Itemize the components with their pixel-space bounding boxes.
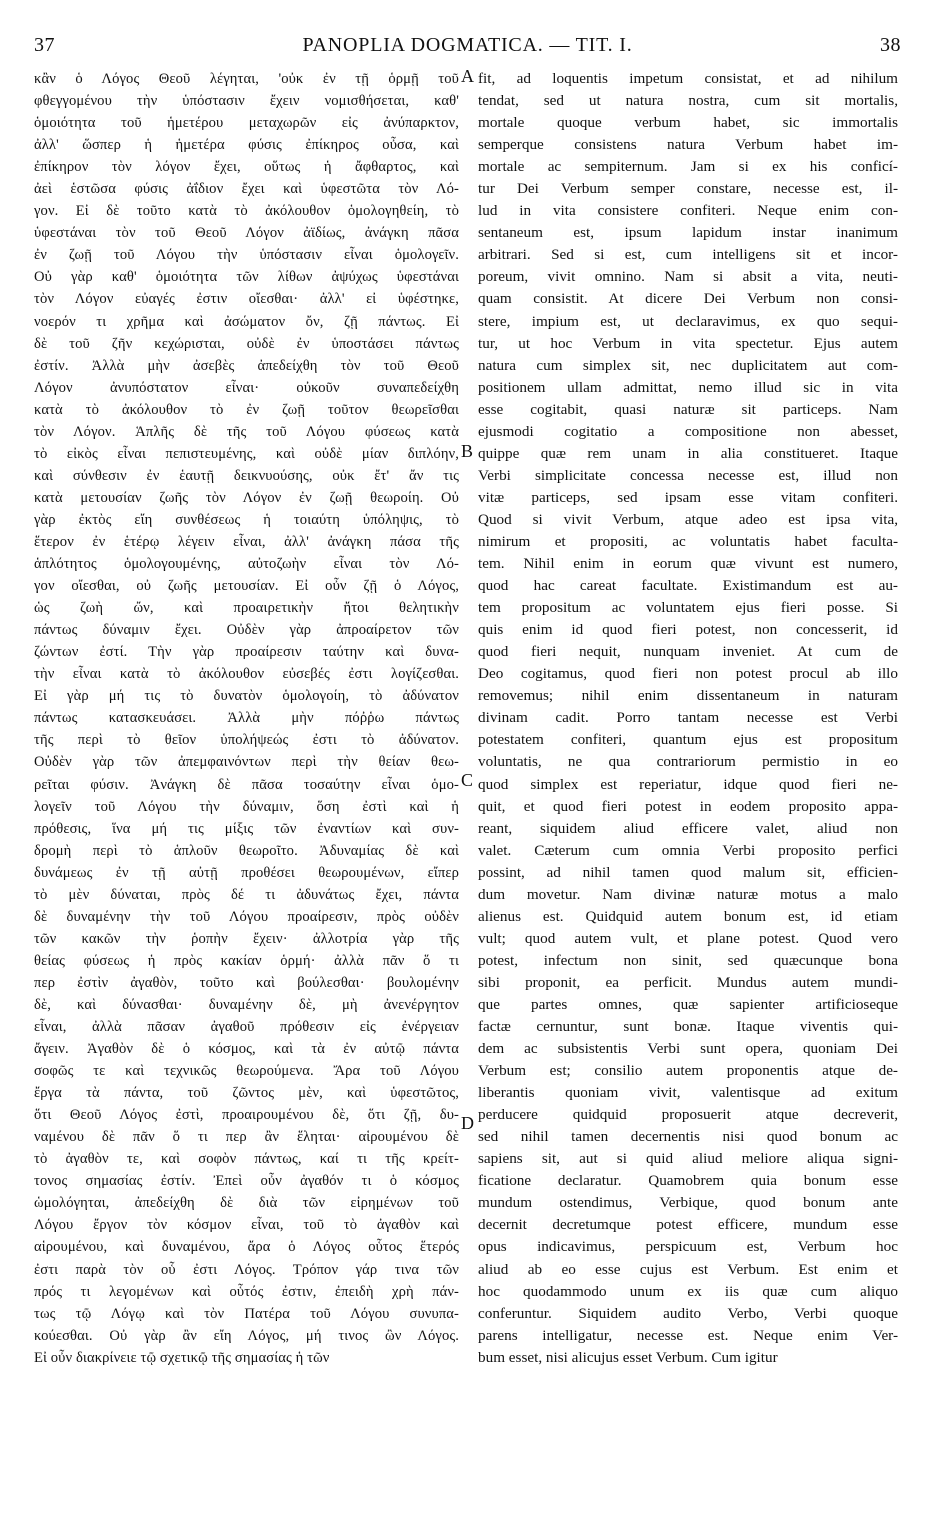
latin-text-line: mortale quoque verbum habet, sic immortalis [478, 114, 898, 132]
latin-text-line: alienus est. Quidquid autem bonum est, id etiam [478, 907, 898, 925]
greek-text-line: γον. Εἰ δὲ τοῦτο κατὰ τὸ ἀκόλουθον ὁμολογηθείη, τὸ [34, 203, 459, 220]
greek-text-line: Οὐ γὰρ καθ' ὁμοιότητα τῶν λίθων ἀψύχως ὑφεστάναι [34, 269, 459, 286]
latin-text-line: possint, ad nihil tamen quod malum sit, efficien- [478, 863, 898, 881]
greek-text-line: ἄγειν. Ἀγαθὸν δὲ ὁ κόσμος, καὶ τὰ ἐν αὐτῷ πάντα [34, 1041, 459, 1058]
latin-text-line: sapiens sit, aut si quid aliud meliore aliqua signi- [478, 1150, 898, 1168]
latin-text-line: potestatem confiteri, quantum ejus est propositum [478, 731, 898, 749]
greek-text-line: θείας φύσεως ἡ πρὸς κακίαν ὁρμή· ἀλλὰ πᾶν ὅ τι [34, 952, 459, 969]
latin-text-line: natura cum simplex sit, nec duplicitatem aut com- [478, 356, 898, 374]
latin-text-line: sed nihil tamen decernentis nisi quod bonum ac [478, 1128, 898, 1146]
latin-text-line: factæ cernuntur, sunt bonæ. Itaque viventis qui- [478, 1018, 898, 1036]
latin-text-line: quis enim id quod fieri potest, non concesserit, id [478, 621, 898, 639]
greek-text-line: τῶν κακῶν τὴν ῥοπὴν ἔχειν· ἀλλοτρία γὰρ τῆς [34, 930, 459, 947]
page-number-right: 38 [880, 34, 901, 56]
latin-text-line: esse cogitabit, quasi naturæ sit particeps. Nam [478, 400, 898, 418]
latin-text-line: tur, ut hoc Verbum in vita spectetur. Ejus autem [478, 334, 898, 352]
latin-text-line: quam consistit. At dicere Dei Verbum non consi- [478, 290, 898, 308]
margin-letter-b: B [461, 441, 474, 461]
greek-text-line: κούεσθαι. Οὐ γὰρ ἂν εἴη Λόγος, μή τινος ὢν Λόγος. [34, 1327, 459, 1344]
latin-text-line: quippe quæ rem unam in alia constitueret. Itaque [478, 444, 898, 462]
latin-text-line: vult; quod autem vult, et plane potest. Quod vero [478, 929, 898, 947]
greek-text-line: ἕτερον ἐν ἑτέρῳ λέγειν εἶναι, ἀλλ' ἀνάγκη πάσα τῆς [34, 533, 459, 550]
latin-text-line: dem ac subsistentis Verbi sunt opera, quoniam Dei [478, 1040, 898, 1058]
latin-text-column [478, 68, 898, 1369]
greek-text-line: ἐστίν. Ἀλλὰ μὴν ἀσεβὲς ἀπεδείχθη τὸν τοῦ Θεοῦ [34, 357, 459, 374]
greek-text-line: τονος σημασίας ἐστίν. Ἐπεὶ οὖν ἀγαθόν τι ὁ κόσμος [34, 1173, 459, 1190]
greek-text-line: εἶναι, ἀλλὰ πᾶσαν ἀγαθοῦ πρόθεσιν εἰς ἐνέργειαν [34, 1019, 459, 1036]
greek-text-line: ὡς ζωὴ ὤν, καὶ προαιρετικὴν ἤτοι θελητικὴν [34, 600, 459, 617]
margin-letter-d: D [461, 1113, 474, 1133]
greek-text-line: τὴν εἶναι κατὰ τὸ ἀκόλουθον εὐσεβές ἐστι λογίζεσθαι. [34, 666, 459, 683]
greek-text-line: τως τῷ Λόγῳ καὶ τὸν Πατέρα τοῦ Λόγου συνυπα- [34, 1305, 459, 1322]
latin-text-line: ejusmodi cogitatio a compositione non abesset, [478, 422, 898, 440]
greek-text-column [34, 68, 459, 1369]
greek-text-line: σοφῶς τε καὶ τεχνικῶς θεωρούμενα. Ἄρα τοῦ Λόγου [34, 1063, 459, 1080]
latin-text-line: valet. Cæterum cum omnia Verbi proposito perfici [478, 841, 898, 859]
latin-text-line: removemus; nihil enim dissentaneum in naturam [478, 687, 898, 705]
latin-text-line: decernit decretumque potest efficere, mundum esse [478, 1216, 898, 1234]
greek-text-line: τὸν Λόγον. Ἁπλῆς δὲ τῆς τοῦ Λόγου φύσεως κατὰ [34, 423, 459, 440]
greek-text-line: δὲ δυναμένην τὴν τοῦ Λόγου προαίρεσιν, πρὸς οὐδὲν [34, 908, 459, 925]
latin-text-line: vitæ particeps, sed ipsam esse vitam confiteri. [478, 488, 898, 506]
greek-text-line: κατὰ τὸ ἀκόλουθον τὸ ἐν ζωῇ τοῦτον θεωρεῖσθαι [34, 401, 459, 418]
greek-text-line: γον οἴεσθαι, οὐ ζωῆς μετουσίαν. Εἰ οὖν ζῇ ὁ Λόγος, [34, 578, 459, 595]
greek-text-line: γὰρ ἐκτὸς εἴη συνθέσεως ἡ τοιαύτη ὑπόληψις, τὸ [34, 511, 459, 528]
latin-text-line: Verbi simplicitate concessa necesse est, illud non [478, 466, 898, 484]
latin-text-line: quod fieri nequit, nunquam inveniet. At cum de [478, 643, 898, 661]
greek-text-line: τὸ μὲν δύναται, πρὸς δέ τι ἀδυνάτως ἔχει, πάντα [34, 886, 459, 903]
greek-text-line: λογεῖν τοῦ Λόγου τὴν δύναμιν, ὅση ἐστὶ καὶ ἡ [34, 798, 459, 815]
greek-text-line: δρομὴ περὶ τὸ ἁπλοῦν θεωροῖτο. Ἀδυναμίας δὲ καὶ [34, 842, 459, 859]
latin-text-line: divinam cadit. Porro tantam necesse est Verbi [478, 709, 898, 727]
latin-text-line: semperque consistens natura Verbum habet im- [478, 136, 898, 154]
latin-text-line: sibi proponit, ea perficit. Mundus autem mundi- [478, 973, 898, 991]
latin-text-line: perducere quidquid proposuerit atque decreverit, [478, 1106, 898, 1124]
latin-text-line: fit, ad loquentis impetum consistat, et ad nihilum [478, 70, 898, 87]
greek-text-line: κἂν ὁ Λόγος Θεοῦ λέγηται, 'οὐκ ἐν τῇ ὁρμῇ τοῦ [34, 71, 459, 87]
greek-text-line: ἀλλ' ὥσπερ ἡ ἡμετέρα φύσις ἐπίκηρος οὖσα, καὶ [34, 137, 459, 154]
greek-text-line: τὸν Λόγον εὐαγές ἐστιν οἴεσθαι· ἀλλ' εἰ ὑφέστηκε, [34, 291, 459, 308]
greek-text-line: ρεῖται φύσιν. Ἀνάγκη δὲ πᾶσα τοσαύτην εἶναι ὁμο- [34, 776, 459, 793]
latin-text-line: voluntatis, ne qua contrariorum permistio in eo [478, 753, 898, 771]
latin-text-line: arbitrari. Sed si est, cum intelligens sit et incor- [478, 246, 898, 264]
greek-text-line: ἐστι παρὰ τὸν οὗ ἐστι Λόγος. Τρόπον γάρ τινα τῶν [34, 1261, 459, 1278]
greek-text-line: πάντως κατασκευάσει. Ἀλλὰ μὴν πόῤῥω πάντως [34, 710, 459, 727]
latin-text-line: tem propositum ac voluntatem ejus fieri posse. Si [478, 599, 898, 617]
margin-letter-c: C [461, 770, 474, 790]
latin-text-line: conferuntur. Siquidem audito Verbo, Verbi quoque [478, 1304, 898, 1322]
latin-text-line: tem. Nihil enim in eorum quæ vivunt est numero, [478, 555, 898, 573]
greek-text-line: φθεγγομένου τὴν ὑπόστασιν ἔχειν νομισθήσεται, καθ' [34, 93, 459, 110]
greek-text-line: ἐπίκηρον τὸν λόγον ἔχει, οὕτως ἡ ἄφθαρτος, καὶ [34, 159, 459, 176]
running-title: PANOPLIA DOGMATICA. — TIT. I. [302, 34, 633, 56]
latin-text-line: stere, impium est, ut declaravimus, ex quo sequi- [478, 312, 898, 330]
latin-text-line: dum movetur. Nam divinæ naturæ motus a malo [478, 885, 898, 903]
page-header [34, 34, 901, 64]
greek-text-line: ὡμολόγηται, ἀπεδείχθη δὲ διὰ τῶν εἰρημένων τοῦ [34, 1195, 459, 1212]
latin-text-line: Verbum est; consilio autem proponentis atque de- [478, 1062, 898, 1080]
greek-text-line: ἀεὶ ἑστῶσα φύσις ἀΐδιον ἔχει καὶ ὑφεστῶτα τὸν Λό- [34, 181, 459, 198]
latin-text-line: mortale ac sempiternum. Jam si ex his conficí- [478, 158, 898, 176]
page-number-left: 37 [34, 34, 55, 56]
latin-text-line: aliud ab eo esse cujus est Verbum. Est enim et [478, 1260, 898, 1278]
greek-text-line: ὁμοιότητα τοῦ ἡμετέρου μεταχωρῶν εἰς ἀνύπαρκτον, [34, 115, 459, 132]
greek-text-line: τῆς περὶ τὸ θεῖον ὑπολήψεώς ἐστι τὸ ἀδύνατον. [34, 732, 459, 749]
greek-text-line: πρόθεσις, ἵνα μή τις μίξις τῶν ἐναντίων καὶ συν- [34, 820, 459, 837]
greek-text-line: κατὰ μετουσίαν ζωῆς τὸν Λόγον ἐν ζωῇ θεωροίη. Οὐ [34, 489, 459, 506]
greek-text-line: καὶ σύνθεσιν ἐν ἑαυτῇ δεικνυούσης, οὐκ ἔτ' ἄν τις [34, 467, 459, 484]
greek-text-line: πάντως δύναμιν ἔχει. Οὐδὲν γὰρ ἀπροαίρετον τῶν [34, 622, 459, 639]
latin-text-line: hoc quodammodo unum ex iis quæ cum aliquo [478, 1282, 898, 1300]
greek-text-line: αἱρουμένου, καὶ δυναμένου, ἄρα ὁ Λόγος οὗτος ἕτερός [34, 1239, 459, 1256]
greek-text-line: τὸ ἀγαθὸν τε, καὶ σοφὸν πάντως, καί τι τῆς κρείτ- [34, 1151, 459, 1168]
greek-text-line: δὲ τοῦ ζῆν κεχώρισται, οὐδὲ ἐν ὑποστάσει πάντως [34, 335, 459, 352]
latin-text-line: bum esset, nisi alicujus esset Verbum. Cum igitur [478, 1348, 778, 1366]
greek-text-line: ζώντων ἐστί. Τὴν γὰρ προαίρεσιν ταύτην καὶ δυνα- [34, 644, 459, 661]
latin-text-line: tendat, sed ut natura nostra, cum sit mortalis, [478, 92, 898, 110]
greek-text-line: Οὐδὲν γὰρ τῶν ἀπεμφαινόντων περὶ τὴν θείαν θεω- [34, 754, 459, 771]
latin-text-line: positionem ullam admittat, nemo illud sic in vita [478, 378, 898, 396]
greek-text-line: Λόγου ἔργον τὸν κόσμον εἶναι, τοῦ τὸ ἀγαθὸν καὶ [34, 1217, 459, 1234]
greek-text-line: τὸ εἰκὸς εἶναι πεπιστευμένης, καὶ οὐδὲ μίαν διπλόην, [34, 445, 459, 462]
latin-text-line: nimirum et propositi, ac voluntatis habet faculta- [478, 532, 898, 550]
latin-text-line: quit, et quod fieri potest in eodem proposito appa- [478, 797, 898, 815]
greek-text-line: Εἰ οὖν διακρίνειε τῷ σχετικῷ τῆς σημασίας ἡ τῶν [34, 1349, 330, 1366]
latin-text-line: que partes omnes, quæ sapienter artificioseque [478, 995, 898, 1013]
greek-text-line: Λόγον ἀνυπόστατον εἶναι· οὐκοῦν συναπεδείχθη [34, 379, 459, 396]
latin-text-line: sentaneum est, ipsum lapidum instar inanimum [478, 224, 898, 242]
margin-letter-a: A [461, 66, 474, 86]
greek-text-line: ὑφεστάναι τὸν τοῦ Θεοῦ Λόγον ἀϊδίως, ἀνάγκη πᾶσα [34, 225, 459, 242]
latin-text-line: ficatione declaratur. Quamobrem quia bonum esse [478, 1172, 898, 1190]
greek-text-line: ἔργα τὰ πάντα, τοῦ ζῶντος μὲν, καὶ ὑφεστῶτος, [34, 1085, 459, 1102]
latin-text-line: liberantis quoniam vivit, valentisque ad exitum [478, 1084, 898, 1102]
greek-text-line: ναμένου δὲ πᾶν ὅ τι περ ἂν ἕληται· αἱρουμένου δὲ [34, 1129, 459, 1146]
latin-text-line: lud in vita consistere confiteri. Neque enim con- [478, 202, 898, 220]
greek-text-line: περ ἐστὶν ἀγαθὸν, τοῦτο καὶ βούλεσθαι· βουλομένην [34, 974, 459, 991]
latin-text-line: tur Dei Verbum semper constare, necesse est, il- [478, 180, 898, 198]
greek-text-line: νοερόν τι χρῆμα καὶ ἀσώματον ὄν, ζῇ πάντως. Εἰ [34, 313, 459, 330]
greek-text-line: ἐν ζωῇ τοῦ Λόγου τὴν ὑπόστασιν εἶναι ὁμολογεῖν. [34, 247, 459, 264]
latin-text-line: mundum ostendimus, Verbique, quod bonum ante [478, 1194, 898, 1212]
latin-text-line: opus indicavimus, perspicuum est, Verbum hoc [478, 1238, 898, 1256]
greek-text-line: Εἰ γὰρ μή τις τὸ δυνατὸν ὁμολογοίη, τὸ ἀδύνατον [34, 688, 459, 705]
latin-text-line: reant, siquidem aliud efficere valet, aliud non [478, 819, 898, 837]
greek-text-line: δυνάμεως ἐν τῇ αὐτῇ προθέσει θεωρουμένων, εἴπερ [34, 864, 459, 881]
latin-text-line: Deo cogitamus, quod fieri non potest procul ab illo [478, 665, 898, 683]
latin-text-line: Quod si vivit Verbum, atque adeo est ipsa vita, [478, 510, 898, 528]
latin-text-line: poreum, vivit omnino. Nam si absit a vita, neuti- [478, 268, 898, 286]
latin-text-line: parens intelligatur, necesse est. Neque enim Ver- [478, 1326, 898, 1344]
greek-text-line: δὲ, καὶ δύνασθαι· δυναμένην δὲ, μὴ ἀνενέργητον [34, 996, 459, 1013]
greek-text-line: πρός τι λεγομένων καὶ οὗτός ἐστιν, ἐπειδὴ χρὴ πάν- [34, 1283, 459, 1300]
latin-text-line: quod simplex est reperiatur, idque quod fieri ne- [478, 775, 898, 793]
greek-text-line: ὅτι Θεοῦ Λόγος ἐστὶ, προαιρουμένου δὲ, ὅτι ζῇ, δυ- [34, 1107, 459, 1124]
latin-text-line: quod hac careat facultate. Existimandum est au- [478, 577, 898, 595]
latin-text-line: potest, infectum non sinit, sed quæcunque bona [478, 951, 898, 969]
greek-text-line: ἁπλότητος ὁμολογουμένης, αὐτοζωὴν εἶναι τὸν Λό- [34, 556, 459, 573]
